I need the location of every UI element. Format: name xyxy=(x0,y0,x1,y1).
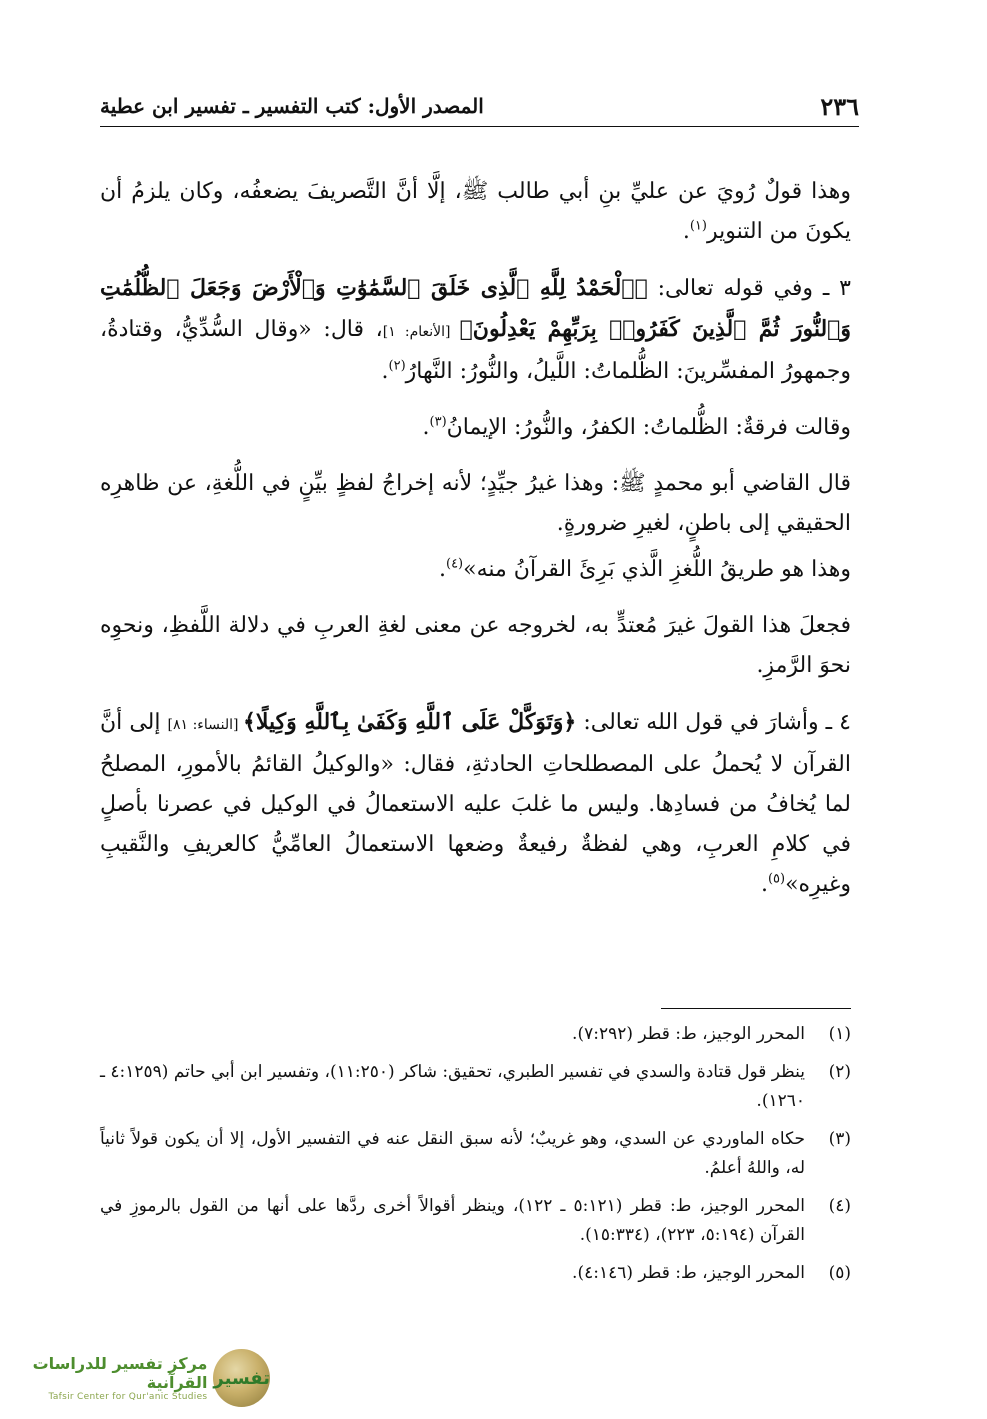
logo-emblem-icon xyxy=(213,1349,270,1407)
footnote-number: (٤) xyxy=(828,1196,851,1216)
footnote-text: حكاه الماوردي عن السدي، وهو غريبٌ؛ لأنه سبق النقل عنه في التفسير الأول، إلا أن يكون قولاً ثانياً له، واللهُ أعلمُ. xyxy=(100,1129,805,1178)
footnote-ref: (٢) xyxy=(388,358,406,374)
footnote-text: المحرر الوجيز، ط: قطر (٧:٢٩٢). xyxy=(572,1024,805,1044)
footnote-number: (٥) xyxy=(828,1263,851,1283)
footnote-text: ينظر قول قتادة والسدي في تفسير الطبري، تحقيق: شاكر (١١:٢٥٠)، وتفسير ابن أبي حاتم (٤:١٢٥٩ ـ ١٢٦٠). xyxy=(100,1062,805,1111)
verse-citation: [النساء: ٨١] xyxy=(167,717,243,733)
logo-english-name: Tafsir Center for Qur'anic Studies xyxy=(48,1392,208,1402)
paragraph-text: وقالت فرقةٌ: الظُّلماتُ: الكفرُ، والنُّورُ: الإيمانُ xyxy=(446,415,851,440)
verse-citation: [الأنعام: ١] xyxy=(382,324,460,340)
running-title: المصدر الأول: كتب التفسير ـ تفسير ابن عطية xyxy=(100,94,484,118)
paragraph-end: . xyxy=(760,872,768,897)
footnote-text: المحرر الوجيز، ط: قطر (٤:١٤٦). xyxy=(572,1263,805,1283)
footnote-item xyxy=(100,1125,851,1183)
footnote-item xyxy=(100,1020,851,1049)
main-text xyxy=(100,172,851,921)
paragraph-text: قال القاضي أبو محمدٍ ﷺ: وهذا غيرُ جيِّدٍ؛ لأنه إخراجُ لفظٍ بيِّنٍ في اللُّغةِ، عن ظاهرِه الحقيقي إلى باطنٍ، لغيرِ ضرورةٍ. xyxy=(100,471,851,536)
logo-emblem-text: تفسير xyxy=(213,1367,270,1389)
logo-wordmark xyxy=(8,1354,207,1402)
page-number: ٢٣٦ xyxy=(820,92,859,121)
footnote-number: (٣) xyxy=(828,1129,851,1149)
paragraph-6 xyxy=(100,606,851,686)
paragraph-text: إلى أنَّ القرآن لا يُحملُ على المصطلحاتِ الحادثةِ، فقال: «والوكيلُ القائمُ بالأمورِ، المصلحُ لما يُخافُ من فسادِها. وليس ما غلبَ عليه الاستعمالُ في الوكيل في عصرنا بأصلٍ في كلامِ العربِ، وهي لفظةٌ رفيعةٌ وضعها الاستعمالُ العامِّيُّ كالعريفِ والنَّقيبِ وغيرِه» xyxy=(100,710,851,897)
footnote-text: المحرر الوجيز، ط: قطر (٥:١٢١ ـ ١٢٢)، وينظر أقوالاً أخرى ردَّها على أنها من القول بالرموزِ في القرآن (٥:١٩٤، ٢٢٣)، (١٥:٣٣٤). xyxy=(100,1196,806,1245)
footnote-ref: (٣) xyxy=(429,414,447,430)
paragraph-1 xyxy=(100,172,851,252)
paragraph-text: وهذا هو طريقُ اللُّغزِ الَّذي بَرِئَ القرآنُ منه» xyxy=(463,557,851,582)
footnote-divider xyxy=(661,1008,851,1009)
footnote-ref: (٤) xyxy=(445,556,464,572)
footnote-item xyxy=(100,1058,851,1116)
paragraph-7 xyxy=(100,702,851,905)
paragraph-lead: ٤ ـ وأشارَ في قول الله تعالى: xyxy=(576,710,851,735)
paragraph-text: وهذا قولٌ رُويَ عن عليِّ بنِ أبي طالب ﷺ، إلَّا أنَّ التَّصريفَ يضعفُه، وكان يلزمُ أن يكونَ من التنوير xyxy=(100,179,851,244)
paragraph-lead: ٣ ـ وفي قوله تعالى: xyxy=(647,276,851,301)
paragraph-3 xyxy=(100,408,851,448)
paragraph-2 xyxy=(100,268,851,392)
footnote-item xyxy=(100,1192,851,1250)
logo-arabic-name: مركز تفسير للدراسات القرآنية xyxy=(32,1354,208,1392)
footnote-ref: (٥) xyxy=(767,871,786,887)
paragraph-end: . xyxy=(682,219,690,244)
paragraph-text: ، قال: «وقال السُّدِّيُّ، وقتادةُ، وجمهورُ المفسِّرينَ: الظُّلماتُ: اللَّيلُ، والنُّورُ: النَّهارُ xyxy=(100,317,851,384)
paragraph-text: فجعلَ هذا القولَ غيرَ مُعتدٍّ به، لخروجه عن معنى لغةِ العربِ في دلالة اللَّفظِ، ونحوِه نحوَ الرَّمزِ. xyxy=(100,613,852,678)
paragraph-5 xyxy=(100,550,851,590)
footnotes xyxy=(100,1020,851,1297)
paragraph-end: . xyxy=(422,415,430,440)
footnote-item xyxy=(100,1259,851,1288)
quran-verse: ﴿ٱلْحَمْدُ لِلَّهِ ٱلَّذِى خَلَقَ ٱلسَّمَٰوَٰتِ وَٱلْأَرْضَ وَجَعَلَ ٱلظُّلُمَٰتِ وَٱلنُّورَ ثُمَّ ٱلَّذِينَ كَفَرُوا۟ بِرَبِّهِمْ يَعْدِلُونَ﴾ xyxy=(100,275,851,342)
paragraph-end: . xyxy=(381,359,389,384)
footnote-ref: (١) xyxy=(689,218,707,234)
page-header xyxy=(100,86,859,127)
quran-verse: ﴿وَتَوَكَّلْ عَلَى ٱللَّهِ وَكَفَىٰ بِٱللَّهِ وَكِيلًا﴾ xyxy=(243,709,577,735)
tafsir-center-logo xyxy=(8,1346,270,1410)
paragraph-4 xyxy=(100,464,851,544)
paragraph-end: . xyxy=(438,557,446,582)
footnote-number: (٢) xyxy=(828,1062,851,1082)
footnote-number: (١) xyxy=(828,1024,851,1044)
